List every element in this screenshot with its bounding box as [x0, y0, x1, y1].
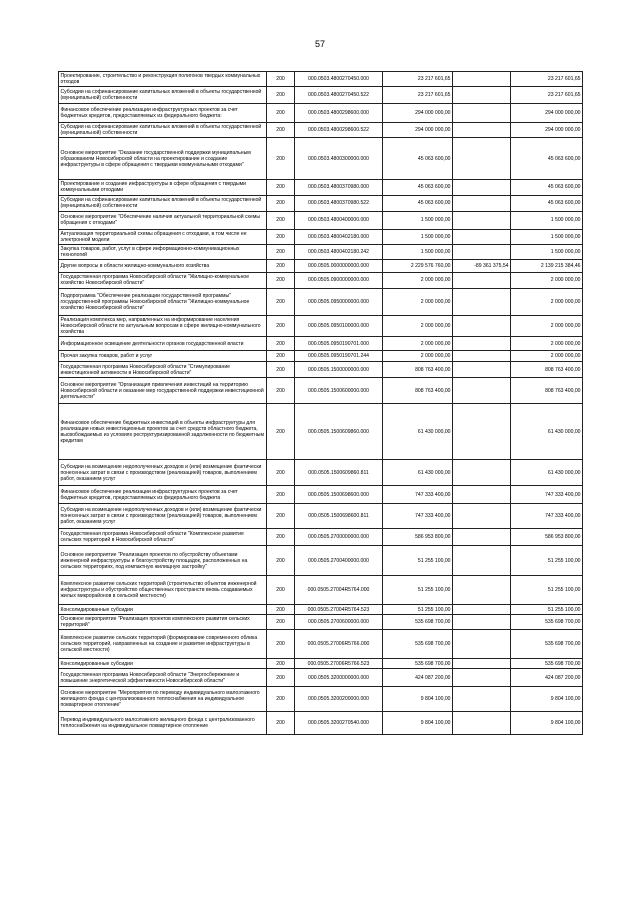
row-kvsr: 200 [267, 87, 295, 104]
table-row [59, 244, 583, 259]
row-kvsr: 200 [267, 576, 295, 605]
row-kvsr: 200 [267, 244, 295, 259]
row-name: Актуализация территориальной схемы обращения с отходами, в том числе ее электронной модели [59, 229, 267, 244]
table-row [59, 486, 583, 504]
row-sum-initial: 535 698 700,00 [383, 659, 453, 669]
row-sum-initial: 1 500 000,00 [383, 211, 453, 229]
row-code: 000.0505.3200000000.000 [295, 669, 383, 687]
row-kvsr: 200 [267, 288, 295, 315]
row-sum-initial: 1 500 000,00 [383, 244, 453, 259]
row-sum-final: 9 804 100,00 [511, 687, 583, 712]
row-sum-final: 45 063 600,00 [511, 195, 583, 211]
row-sum-final: 2 000 000,00 [511, 272, 583, 288]
row-name: Субсидии на софинансирование капитальных вложений в объекты государственной (муниципальной) собственности [59, 195, 267, 211]
row-name: Реализация комплекса мер, направленных на информирование населения Новосибирской области по актуальным вопросам в сфере жилищно-коммунального хозяйства [59, 315, 267, 336]
row-sum-final: 586 953 800,00 [511, 529, 583, 546]
row-name: Подпрограмма "Обеспечение реализации государственной программы" государственной программы Новосибирской области "Жилищно-коммунальное хозяйство Новосибирской области" [59, 288, 267, 315]
row-sum-change [453, 180, 511, 195]
row-sum-final: 747 333 400,00 [511, 486, 583, 504]
row-name: Другие вопросы в области жилищно-коммунального хозяйства [59, 259, 267, 272]
row-sum-final: 294 000 000,00 [511, 104, 583, 123]
row-sum-final: 45 063 600,00 [511, 138, 583, 180]
row-sum-final: 294 000 000,00 [511, 123, 583, 138]
row-sum-final: 45 063 600,00 [511, 180, 583, 195]
row-sum-change [453, 211, 511, 229]
row-name: Основное мероприятие "Мероприятия по переводу индивидуального малоэтажного жилищного фонда с централизованного теплоснабжения на индивидуальное поквартирное отопление" [59, 687, 267, 712]
row-sum-final: 61 430 000,00 [511, 460, 583, 486]
row-code: 000.0505.1500609860.000 [295, 404, 383, 460]
row-code: 000.0505.2700400000.000 [295, 546, 383, 576]
table-row [59, 576, 583, 605]
row-code: 000.0505.2700000000.000 [295, 529, 383, 546]
row-sum-initial: 586 953 800,00 [383, 529, 453, 546]
row-sum-change [453, 244, 511, 259]
row-kvsr: 200 [267, 687, 295, 712]
table-row [59, 315, 583, 336]
row-kvsr: 200 [267, 195, 295, 211]
row-sum-initial: 535 698 700,00 [383, 615, 453, 630]
row-code: 000.0505.0950000000.000 [295, 288, 383, 315]
row-sum-initial: 9 804 100,00 [383, 712, 453, 735]
table-row [59, 687, 583, 712]
row-sum-change [453, 272, 511, 288]
table-row [59, 659, 583, 669]
row-sum-final: 1 500 000,00 [511, 244, 583, 259]
row-sum-initial: 808 763 400,00 [383, 378, 453, 404]
table-row [59, 180, 583, 195]
row-name: Проектирование, строительство и реконструкция полигонов твердых коммунальных отходов [59, 72, 267, 87]
row-code: 000.0505.27006R5766.000 [295, 630, 383, 659]
row-code: 000.0505.3200270540.000 [295, 712, 383, 735]
table-row [59, 288, 583, 315]
row-kvsr: 200 [267, 615, 295, 630]
row-kvsr: 200 [267, 669, 295, 687]
table-row [59, 211, 583, 229]
table-row [59, 337, 583, 351]
row-kvsr: 200 [267, 229, 295, 244]
row-code: 000.0505.0900000000.000 [295, 272, 383, 288]
row-sum-final: 9 804 100,00 [511, 712, 583, 735]
row-sum-initial: 45 063 600,00 [383, 195, 453, 211]
row-sum-initial: 23 217 601,65 [383, 87, 453, 104]
row-sum-initial: 2 000 000,00 [383, 272, 453, 288]
row-code: 000.0503.4800270450.522 [295, 87, 383, 104]
row-name: Субсидии на возмещение недополученных доходов и (или) возмещение фактически понесенных затрат в связи с производством (реализацией) товаров, выполнением работ, оказанием услуг [59, 460, 267, 486]
table-row [59, 87, 583, 104]
row-code: 000.0503.4800402180.000 [295, 229, 383, 244]
row-name: Государственная программа Новосибирской области "Жилищно-коммунальное хозяйство Новосибирской области" [59, 272, 267, 288]
row-sum-initial: 294 000 000,00 [383, 123, 453, 138]
row-sum-final: 23 217 601,65 [511, 87, 583, 104]
row-sum-final: 23 217 601,65 [511, 72, 583, 87]
row-sum-initial: 51 255 100,00 [383, 576, 453, 605]
row-sum-change [453, 337, 511, 351]
row-sum-change [453, 123, 511, 138]
row-sum-change [453, 315, 511, 336]
table-row [59, 272, 583, 288]
row-name: Субсидии на софинансирование капитальных вложений в объекты государственной (муниципальной) собственности [59, 123, 267, 138]
row-code: 000.0503.4800300000.000 [295, 138, 383, 180]
table-row [59, 669, 583, 687]
row-name: Информационное освещение деятельности органов государственной власти [59, 337, 267, 351]
table-row [59, 72, 583, 87]
row-name: Финансовое обеспечение реализации инфраструктурных проектов за счет бюджетных кредитов, предоставляемых из федерального бюджета: [59, 104, 267, 123]
row-sum-change [453, 659, 511, 669]
row-sum-change: -89 361 375,54 [453, 259, 511, 272]
row-sum-initial: 45 063 600,00 [383, 180, 453, 195]
row-sum-initial: 2 000 000,00 [383, 351, 453, 362]
row-code: 000.0503.4800370980.000 [295, 180, 383, 195]
row-kvsr: 200 [267, 351, 295, 362]
row-name: Основное мероприятие "Организация привлечения инвестиций на территорию Новосибирской области и оказание мер государственной поддержки инвестиционной деятельности" [59, 378, 267, 404]
budget-table-body [59, 72, 583, 735]
row-sum-change [453, 195, 511, 211]
row-code: 000.0505.0950100000.000 [295, 315, 383, 336]
row-sum-change [453, 87, 511, 104]
row-kvsr: 200 [267, 259, 295, 272]
row-kvsr: 200 [267, 546, 295, 576]
row-code: 000.0503.4800270450.000 [295, 72, 383, 87]
row-sum-final: 535 698 700,00 [511, 659, 583, 669]
row-kvsr: 200 [267, 72, 295, 87]
budget-table [58, 71, 583, 735]
row-sum-change [453, 288, 511, 315]
row-sum-change [453, 460, 511, 486]
row-name: Государственная программа Новосибирской области "Комплексное развитие сельских территорий в Новосибирской области" [59, 529, 267, 546]
row-name: Прочая закупка товаров, работ и услуг [59, 351, 267, 362]
row-kvsr: 200 [267, 630, 295, 659]
row-name: Основное мероприятие "Оказание государственной поддержки муниципальным образованиям Новосибирской области на проектирование и создание инфраструктуры в сфере обращения с твердыми коммунальными отходами" [59, 138, 267, 180]
row-sum-final: 2 139 215 384,46 [511, 259, 583, 272]
table-row [59, 104, 583, 123]
row-code: 000.0505.27004R5764.523 [295, 605, 383, 615]
row-sum-change [453, 712, 511, 735]
row-name: Субсидии на возмещение недополученных доходов и (или) возмещение фактически понесенных затрат в связи с производством (реализацией) товаров, выполнением работ, оказанием услуг [59, 504, 267, 529]
row-name: Консолидированные субсидии [59, 659, 267, 669]
row-kvsr: 200 [267, 504, 295, 529]
row-sum-final: 808 763 400,00 [511, 362, 583, 378]
row-sum-initial: 1 500 000,00 [383, 229, 453, 244]
row-sum-final: 2 000 000,00 [511, 288, 583, 315]
row-kvsr: 200 [267, 138, 295, 180]
row-sum-final: 51 255 100,00 [511, 605, 583, 615]
row-sum-final: 535 698 700,00 [511, 615, 583, 630]
row-name: Государственная программа Новосибирской области "Энергосбережение и повышение энергетической эффективности Новосибирской области" [59, 669, 267, 687]
row-sum-change [453, 72, 511, 87]
row-sum-initial: 23 217 601,65 [383, 72, 453, 87]
row-kvsr: 200 [267, 123, 295, 138]
row-kvsr: 200 [267, 659, 295, 669]
row-sum-initial: 2 000 000,00 [383, 315, 453, 336]
row-kvsr: 200 [267, 104, 295, 123]
row-code: 000.0505.27004R5764.000 [295, 576, 383, 605]
row-name: Проектирование и создание инфраструктуры в сфере обращения с твердыми коммунальными отходами [59, 180, 267, 195]
row-kvsr: 200 [267, 362, 295, 378]
row-code: 000.0503.4800370980.522 [295, 195, 383, 211]
row-sum-initial: 294 000 000,00 [383, 104, 453, 123]
row-sum-initial: 535 698 700,00 [383, 630, 453, 659]
row-sum-final: 2 000 000,00 [511, 337, 583, 351]
table-row [59, 138, 583, 180]
row-name: Государственная программа Новосибирской области "Стимулирование инвестиционной активности в Новосибирской области" [59, 362, 267, 378]
row-code: 000.0505.2700600000.000 [295, 615, 383, 630]
row-sum-initial: 45 063 600,00 [383, 138, 453, 180]
row-sum-final: 535 698 700,00 [511, 630, 583, 659]
row-code: 000.0503.4800400000.000 [295, 211, 383, 229]
table-row [59, 351, 583, 362]
row-code: 000.0505.1500698600.811 [295, 504, 383, 529]
row-kvsr: 200 [267, 211, 295, 229]
row-name: Комплексное развитие сельских территорий (строительство объектов инженерной инфраструктуры и обустройство общественных пространств вновь создаваемых жилых микрорайонов в сельской местности) [59, 576, 267, 605]
row-kvsr: 200 [267, 180, 295, 195]
row-code: 000.0503.4800402180.242 [295, 244, 383, 259]
row-code: 000.0503.4800298600.000 [295, 104, 383, 123]
table-row [59, 123, 583, 138]
table-row [59, 460, 583, 486]
table-row [59, 712, 583, 735]
row-sum-initial: 747 333 400,00 [383, 504, 453, 529]
row-sum-change [453, 138, 511, 180]
row-sum-change [453, 687, 511, 712]
row-sum-initial: 2 000 000,00 [383, 288, 453, 315]
row-sum-initial: 61 430 000,00 [383, 460, 453, 486]
table-row [59, 630, 583, 659]
row-code: 000.0505.27006R5766.523 [295, 659, 383, 669]
row-sum-initial: 2 000 000,00 [383, 337, 453, 351]
table-row [59, 362, 583, 378]
row-sum-change [453, 351, 511, 362]
row-name: Комплексное развитие сельских территорий (формирование современного облика сельских территорий, направленных на создание и развитие инфраструктуры в сельской местности) [59, 630, 267, 659]
row-sum-change [453, 605, 511, 615]
row-name: Субсидии на софинансирование капитальных вложений в объекты государственной (муниципальной) собственности [59, 87, 267, 104]
row-sum-initial: 51 255 100,00 [383, 605, 453, 615]
row-kvsr: 200 [267, 460, 295, 486]
row-sum-final: 1 500 000,00 [511, 229, 583, 244]
table-row [59, 529, 583, 546]
row-name: Основное мероприятие "Обеспечение наличия актуальной территориальной схемы обращения с отходами" [59, 211, 267, 229]
row-sum-final: 2 000 000,00 [511, 315, 583, 336]
row-kvsr: 200 [267, 486, 295, 504]
row-code: 000.0505.0950190701.000 [295, 337, 383, 351]
row-name: Консолидированные субсидии [59, 605, 267, 615]
row-sum-final: 51 255 100,00 [511, 576, 583, 605]
table-row [59, 546, 583, 576]
row-kvsr: 200 [267, 712, 295, 735]
row-sum-initial: 747 333 400,00 [383, 486, 453, 504]
row-code: 000.0505.1500609860.811 [295, 460, 383, 486]
row-kvsr: 200 [267, 272, 295, 288]
table-row [59, 229, 583, 244]
row-kvsr: 200 [267, 378, 295, 404]
row-sum-change [453, 486, 511, 504]
row-name: Финансовое обеспечение бюджетных инвестиций в объекты инфраструктуры для реализации новых инвестиционных проектов за счет средств областного бюджета, высвобождаемых из условиях реструктуризированной задолженности по бюджетным кредитам [59, 404, 267, 460]
row-sum-change [453, 529, 511, 546]
row-sum-change [453, 104, 511, 123]
row-sum-final: 808 763 400,00 [511, 378, 583, 404]
row-code: 000.0505.3200200000.000 [295, 687, 383, 712]
row-name: Финансовое обеспечение реализации инфраструктурных проектов за счет бюджетных кредитов, предоставляемых из федерального бюджета [59, 486, 267, 504]
row-name: Основное мероприятие "Реализация проектов комплексного развития сельских территорий" [59, 615, 267, 630]
row-kvsr: 200 [267, 605, 295, 615]
row-code: 000.0505.0000000000.000 [295, 259, 383, 272]
row-kvsr: 200 [267, 337, 295, 351]
row-sum-change [453, 504, 511, 529]
row-sum-initial: 424 087 200,00 [383, 669, 453, 687]
row-sum-final: 61 430 000,00 [511, 404, 583, 460]
row-sum-final: 2 000 000,00 [511, 351, 583, 362]
row-code: 000.0505.1500698600.000 [295, 486, 383, 504]
row-sum-initial: 61 430 000,00 [383, 404, 453, 460]
row-sum-change [453, 669, 511, 687]
table-row [59, 615, 583, 630]
row-sum-initial: 808 763 400,00 [383, 362, 453, 378]
row-sum-change [453, 362, 511, 378]
table-row [59, 404, 583, 460]
row-kvsr: 200 [267, 315, 295, 336]
page-number: 57 [314, 39, 325, 49]
row-kvsr: 200 [267, 529, 295, 546]
row-code: 000.0503.4800298600.522 [295, 123, 383, 138]
row-sum-change [453, 229, 511, 244]
row-sum-final: 1 500 000,00 [511, 211, 583, 229]
table-row [59, 195, 583, 211]
row-sum-final: 747 333 400,00 [511, 504, 583, 529]
row-sum-initial: 9 804 100,00 [383, 687, 453, 712]
row-kvsr: 200 [267, 404, 295, 460]
table-row [59, 504, 583, 529]
row-sum-initial: 2 229 576 760,00 [383, 259, 453, 272]
row-sum-change [453, 404, 511, 460]
row-sum-change [453, 615, 511, 630]
table-row [59, 378, 583, 404]
row-sum-change [453, 378, 511, 404]
row-sum-initial: 51 255 100,00 [383, 546, 453, 576]
row-sum-change [453, 546, 511, 576]
table-row [59, 605, 583, 615]
row-name: Основное мероприятие "Реализация проектов по обустройству объектами инженерной инфраструктуры и благоустройству площадок, расположенных на сельских территориях, под компактную жилищную застройку" [59, 546, 267, 576]
row-sum-change [453, 576, 511, 605]
row-sum-final: 51 255 100,00 [511, 546, 583, 576]
row-code: 000.0505.1500000000.000 [295, 362, 383, 378]
row-code: 000.0505.1500600000.000 [295, 378, 383, 404]
row-code: 000.0505.0950190701.244 [295, 351, 383, 362]
row-name: Перевод индивидуального малоэтажного жилищного фонда с централизованного теплоснабжения на индивидуальное поквартирное отопление [59, 712, 267, 735]
row-sum-final: 424 087 200,00 [511, 669, 583, 687]
table-row [59, 259, 583, 272]
row-sum-change [453, 630, 511, 659]
row-name: Закупка товаров, работ, услуг в сфере информационно-коммуникационных технологий [59, 244, 267, 259]
